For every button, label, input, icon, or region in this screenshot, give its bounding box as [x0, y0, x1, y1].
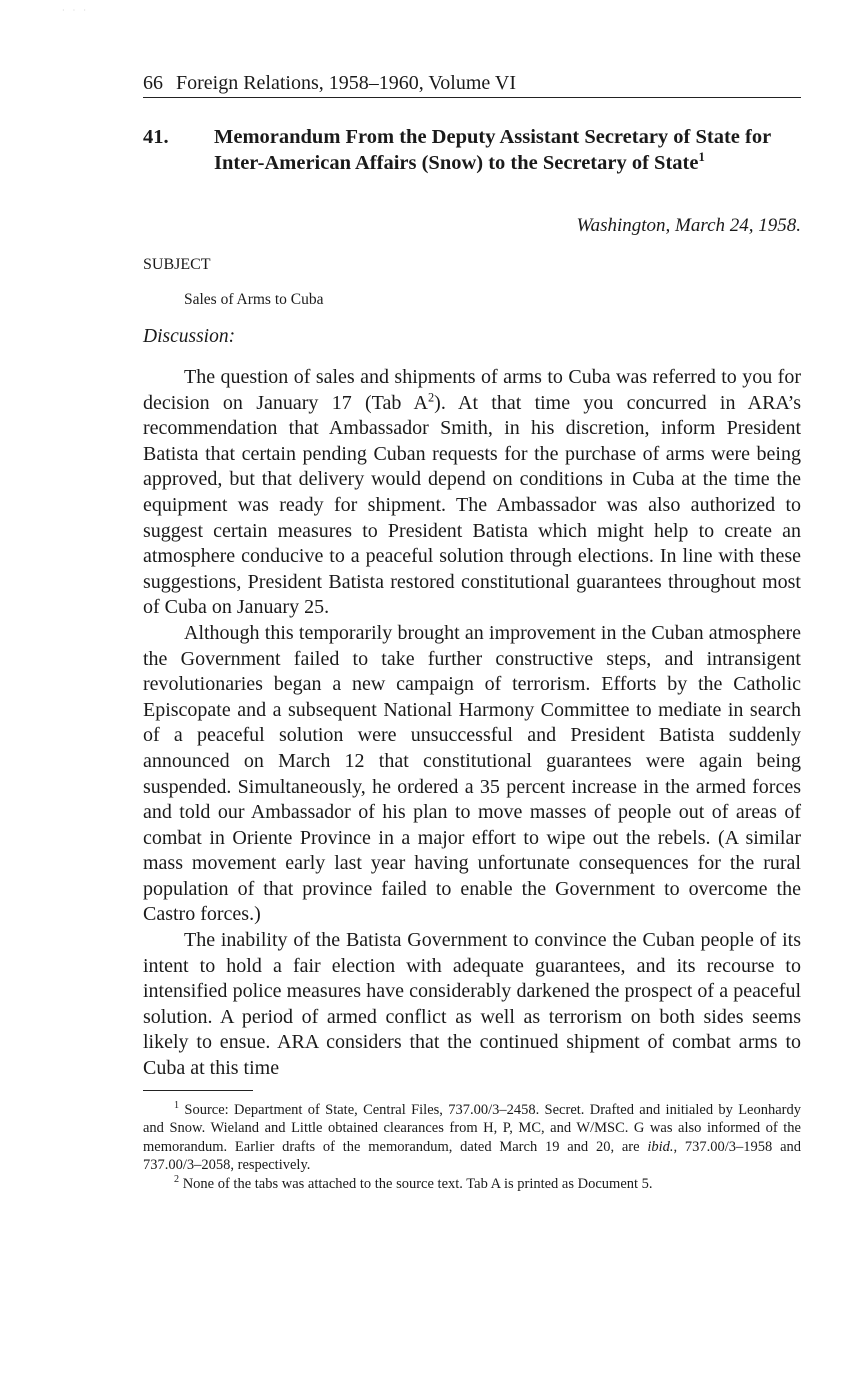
- footnote-2: [143, 1175, 801, 1194]
- footnote-1-text-b: , 737.00/3–1958 and 737.00/3–2058, respectively.: [143, 1138, 802, 1174]
- subject-text: Sales of Arms to Cuba: [184, 291, 324, 308]
- footnote-1: [143, 1101, 801, 1175]
- discussion-label: Discussion:: [143, 326, 236, 347]
- paragraph-1: [143, 365, 801, 621]
- volume-title: Foreign Relations, 1958–1960, Volume VI: [176, 72, 516, 94]
- document-title-text: Memorandum From the Deputy Assistant Secretary of State for Inter-American Affairs (Snow) to the Secretary of State: [214, 126, 771, 174]
- scan-artifact: · · ·: [62, 6, 89, 15]
- page-number: 66: [143, 72, 163, 94]
- paragraph-1-text-a: The question of sales and shipments of arms to Cuba was referred to you for decision on January 17 (Tab A: [143, 366, 801, 414]
- paragraph-1-text-b: ). At that time you concurred in ARA’s recommendation that Ambassador Smith, in his discretion, inform President Batista that certain pending Cuban requests for the purchase of arms were being approved, but that delivery would depend on conditions in Cuba at the time the equipment was ready for shipment. The Ambassador was also authorized to suggest certain measures to President Batista which might help to create an atmosphere conducive to a peaceful solution through elections. In line with these suggestions, President Batista restored constitutional guarantees throughout most of Cuba on January 25.: [143, 391, 801, 619]
- document-title: [214, 124, 801, 176]
- footnote-2-text: None of the tabs was attached to the source text. Tab A is printed as Document 5.: [182, 1176, 653, 1192]
- document-number: 41.: [143, 126, 169, 148]
- dateline: Washington, March 24, 1958.: [576, 215, 801, 236]
- paragraph-2: Although this temporarily brought an improvement in the Cuban atmosphere the Government failed to take further constructive steps, and intransigent revolutionaries began a new campaign of terrorism. Efforts by the Catholic Episcopate and a subsequent National Harmony Committee to mediate in search of a peaceful solution were unsuccessful and President Batista suddenly announced on March 12 that constitutional guarantees were again being suspended. Simultaneously, he ordered a 35 percent increase in the armed forces and told our Ambassador of his plan to move masses of people out of areas of combat in Oriente Province in a major effort to wipe out the rebels. (A similar mass movement early last year having unfortunate consequences for the rural population of that province failed to enable the Government to overcome the Castro forces.): [143, 621, 801, 926]
- footnote-2-marker: 2: [174, 1174, 180, 1186]
- document-heading: [143, 124, 801, 176]
- footnote-ref-1: 1: [698, 150, 705, 165]
- footnote-ref-2: 2: [427, 389, 435, 404]
- memo-body: [143, 365, 801, 1082]
- footnotes: [143, 1101, 801, 1194]
- paragraph-3: The inability of the Batista Government to convince the Cuban people of its intent to hold a fair election with adequate guarantees, and its recourse to intensified police measures have considerably darkened the prospect of a peaceful solution. A period of armed conflict as well as terrorism on both sides seems likely to ensue. ARA considers that the continued shipment of combat arms to Cuba at this time: [143, 929, 801, 1080]
- running-head: [143, 70, 801, 98]
- footnote-divider: [143, 1090, 253, 1091]
- subject-label: SUBJECT: [143, 256, 211, 273]
- footnote-1-ibid: ibid.: [647, 1138, 674, 1155]
- document-page: [143, 70, 801, 1194]
- footnote-1-text-a: Source: Department of State, Central Files, 737.00/3–2458. Secret. Drafted and initialed by Leonhardy and Snow. Wieland and Little obtained clearances from H, P, MC, and W/MSC. G was also informed of the memorandum. Earlier drafts of the memorandum, dated March 19 and 20, are: [143, 1101, 802, 1155]
- footnote-1-marker: 1: [174, 1099, 180, 1111]
